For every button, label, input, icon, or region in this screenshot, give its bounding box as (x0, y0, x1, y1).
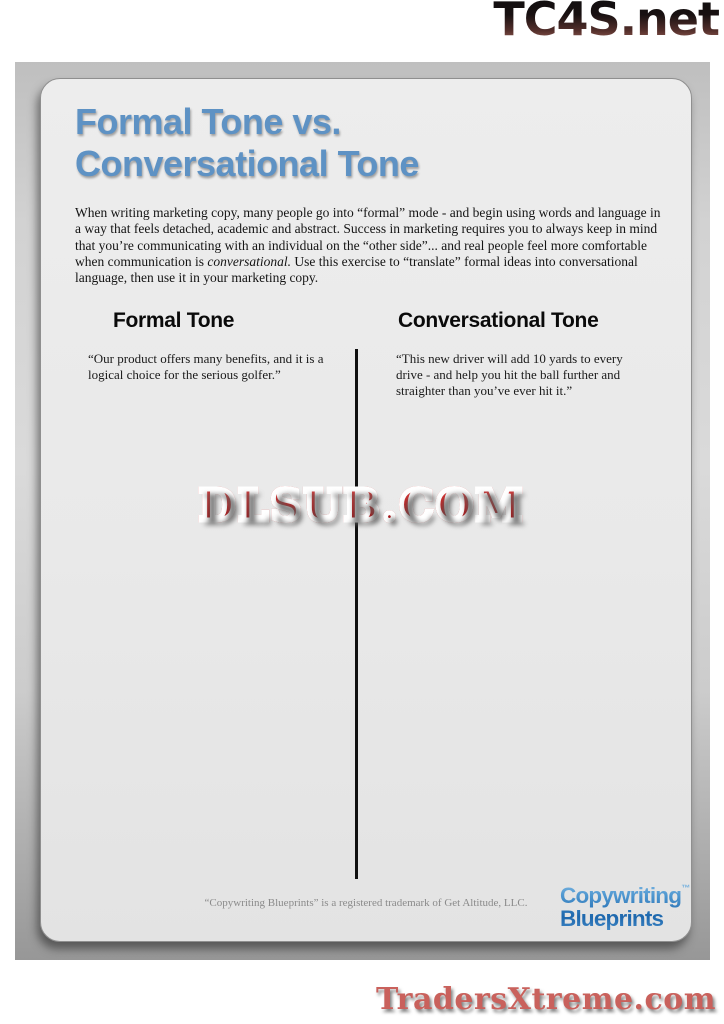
conversational-tone-heading: Conversational Tone (398, 309, 599, 332)
column-divider-line (355, 349, 358, 879)
page-title (75, 101, 419, 185)
desk-background (15, 62, 710, 960)
watermark-tc4s: TC4S.net (493, 0, 719, 46)
trademark-footnote: “Copywriting Blueprints” is a registered trademark of Get Altitude, LLC. (204, 897, 528, 909)
logo-line1 (560, 877, 690, 907)
formal-tone-quote: “Our product offers many benefits, and it is a logical choice for the serious golfer.” (88, 351, 324, 382)
intro-text-2: Use this exercise to “translate” formal ideas into conversational language, then use it in your marketing copy. (75, 253, 638, 286)
conversational-tone-quote: “This new driver will add 10 yards to every drive - and help you hit the ball further and straighter than you’ve ever hit it.” (396, 351, 623, 398)
intro-paragraph (75, 205, 667, 286)
intro-text-1: When writing marketing copy, many people go into “formal” mode - and begin using words and language in a way that feels detached, academic and abstract. Success in marketing requires you to always keep in mind that you’re communicating with an individual on the “other side”... and real people feel more comfortable when communication is (75, 205, 661, 269)
logo-trademark-symbol: ™ (681, 883, 691, 893)
intro-text-italic: conversational. (207, 253, 291, 269)
copywriting-blueprints-logo (560, 877, 690, 930)
page-title-line2: Conversational Tone (75, 143, 419, 184)
watermark-dlsub: DLSUB.COM (41, 481, 683, 530)
page-title-line1: Formal Tone vs. (75, 101, 341, 142)
logo-word-copywriting: Copywriting (560, 883, 682, 908)
formal-tone-heading: Formal Tone (113, 309, 235, 332)
document-page (40, 78, 692, 942)
watermark-tradersxtreme: TradersXtreme.com (376, 982, 716, 1017)
logo-line2: Blueprints (560, 906, 664, 931)
